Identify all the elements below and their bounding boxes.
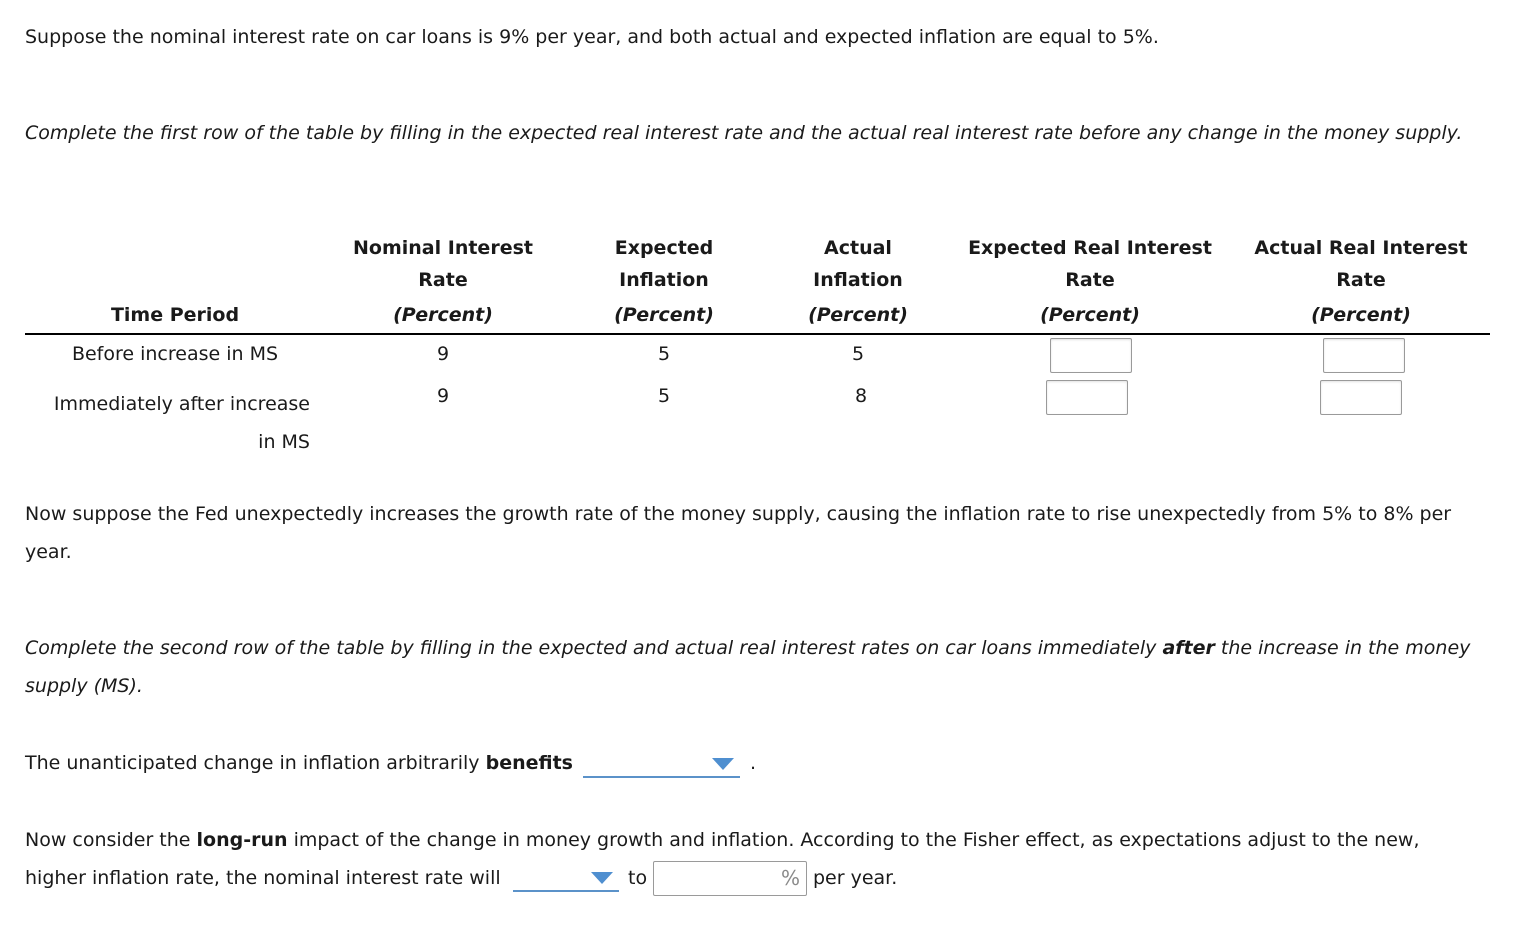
instr2-part-b: the increase in the money [1214, 637, 1471, 659]
benefits-question [25, 744, 573, 782]
nominal-rate-input[interactable] [653, 861, 807, 896]
instruction-second-row-line2: supply (MS). [25, 675, 143, 697]
header-expreal-l2: Rate [1065, 269, 1115, 291]
actual-real-rate-input-row2[interactable] [1320, 380, 1402, 415]
row-label-line2: in MS [258, 431, 310, 453]
expected-real-rate-input-row1[interactable] [1050, 338, 1132, 373]
header-actual-inflation [778, 232, 938, 331]
header-actreal-unit: (Percent) [1311, 304, 1411, 326]
benefits-dropdown[interactable] [583, 752, 740, 778]
intro-text: Suppose the nominal interest rate on car loans is 9% per year, and both actual and expected inflation are equal to 5%. [25, 26, 1159, 48]
benefits-bold: benefits [485, 752, 573, 774]
fed-increase-line1: Now suppose the Fed unexpectedly increases the growth rate of the money supply, causing the inflation rate to rise unexpectedly from 5% to 8% per [25, 503, 1452, 525]
header-expected-inflation [583, 232, 745, 331]
header-expected-real [955, 232, 1225, 331]
nominal-rate-direction-dropdown[interactable] [513, 866, 619, 892]
cell-expected-inflation: 5 [657, 385, 671, 407]
header-actinf-l2: Inflation [813, 269, 903, 291]
long-run-bold: long-run [196, 829, 288, 851]
long-run-line1 [25, 821, 1420, 859]
fed-increase-text [25, 495, 1451, 571]
header-expinf-l1: Expected [614, 237, 714, 259]
long-run-part-a: Now consider the [25, 829, 197, 851]
header-nominal [333, 232, 553, 331]
cell-expected-inflation: 5 [657, 343, 671, 365]
row-label: Before increase in MS [71, 343, 279, 365]
header-actinf-l1: Actual [824, 237, 892, 259]
header-time-period: Time Period [110, 304, 240, 326]
chevron-down-icon [712, 758, 734, 770]
per-year-label: per year. [813, 867, 898, 889]
header-expinf-unit: (Percent) [614, 304, 714, 326]
header-expreal-unit: (Percent) [1040, 304, 1140, 326]
cell-nominal: 9 [436, 343, 450, 365]
instr2-bold: after [1162, 637, 1215, 659]
cell-actual-inflation: 5 [851, 343, 865, 365]
long-run-part-b: impact of the change in money growth and inflation. According to the Fisher effect, as expectations adjust to the new, [287, 829, 1420, 851]
header-actual-real [1240, 232, 1482, 331]
header-expreal-l1: Expected Real Interest [968, 237, 1212, 259]
instruction-second-row [25, 629, 1470, 705]
header-expinf-l2: Inflation [619, 269, 709, 291]
header-nominal-l1: Nominal Interest [353, 237, 533, 259]
benefits-text: The unanticipated change in inflation arbitrarily [25, 752, 486, 774]
to-label: to [628, 867, 648, 889]
fed-increase-line2: year. [25, 541, 72, 563]
row-label [48, 385, 310, 461]
table-header-rule [25, 333, 1490, 335]
header-actreal-l2: Rate [1336, 269, 1386, 291]
instruction-second-row-line1 [25, 629, 1470, 667]
percent-symbol: % [780, 866, 800, 890]
cell-nominal: 9 [436, 385, 450, 407]
instruction-first-row: Complete the first row of the table by filling in the expected real interest rate and the actual real interest rate before any change in the money supply. [25, 122, 1463, 144]
cell-actual-inflation: 8 [854, 385, 868, 407]
chevron-down-icon [591, 872, 613, 884]
long-run-line2: higher inflation rate, the nominal interest rate will [25, 867, 501, 889]
benefits-period: . [750, 752, 757, 774]
actual-real-rate-input-row1[interactable] [1323, 338, 1405, 373]
row-label-line1: Immediately after increase [53, 393, 310, 415]
header-actinf-unit: (Percent) [808, 304, 908, 326]
expected-real-rate-input-row2[interactable] [1046, 380, 1128, 415]
header-actreal-l1: Actual Real Interest [1254, 237, 1468, 259]
header-nominal-l2: Rate [418, 269, 468, 291]
instr2-part-a: Complete the second row of the table by filling in the expected and actual real interest rates on car loans immediately [25, 637, 1163, 659]
header-nominal-unit: (Percent) [393, 304, 493, 326]
